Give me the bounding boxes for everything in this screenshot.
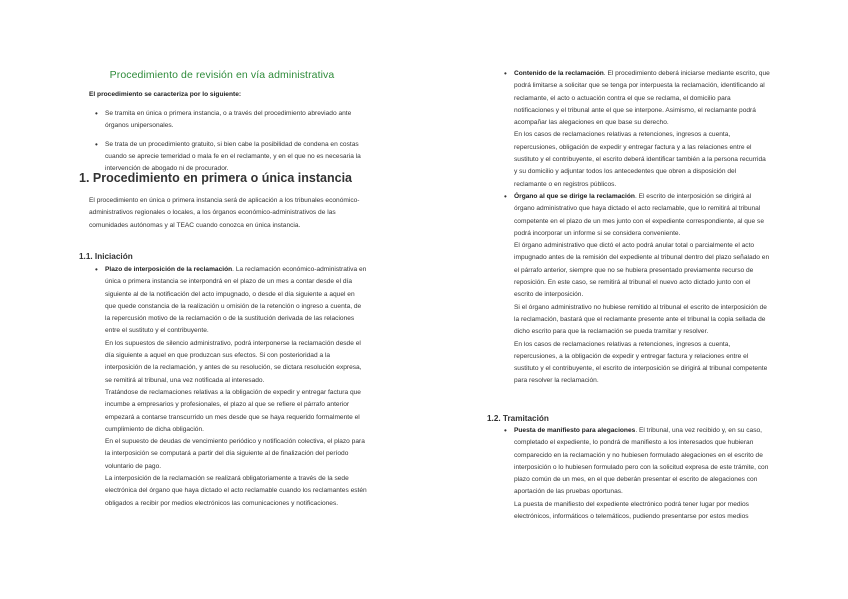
section-1-text: El procedimiento en única o primera instancia será de aplicación a los tribunales económico-administrativos regionales o locales, a los órganos económico-administrativos de las comunidades autónomas y al TEAC cuando conozca en única instancia. xyxy=(89,197,360,229)
subsection-1-2-heading: 1.2. Tramitación xyxy=(487,414,549,423)
organo-para-4: En los casos de reclamaciones relativas a retenciones, ingresos a cuenta, repercusiones, a la obligación de expedir y entregar factura y relaciones entre el sustituto y el contribuyente, el escrito de interposición se dirigirá al tribunal competente para resolver la reclamación. xyxy=(514,340,768,385)
contenido-lead: Contenido de la reclamación xyxy=(514,70,604,77)
iniciacion-list xyxy=(91,264,367,510)
puesta-lead: Puesta de manifiesto para alegaciones xyxy=(514,427,636,434)
document-title: Procedimiento de revisión en vía administrativa xyxy=(109,69,335,81)
organo-item xyxy=(500,191,770,388)
intro-item-2: • Se trata de un procedimiento gratuito, si bien cabe la posibilidad de condena en costas cuando se aprecie temeridad o mala fe en el reclamante, y en el que no es necesaria la intervención de abogado ni de procurador. xyxy=(91,139,365,176)
intro-text: El procedimiento se caracteriza por lo siguiente: xyxy=(89,91,242,98)
organo-para-2: El órgano administrativo que dictó el acto podrá anular total o parcialmente el acto impugnado antes de la remisión del expediente al tribunal dentro del plazo señalado en el párrafo anterior, siempre que no se hubiera presentado previamente recurso de reposición. En este caso, se remitirá al tribunal el nuevo acto dictado junto con el escrito de interposición. xyxy=(514,242,770,299)
puesta-para-2: La puesta de manifiesto del expediente electrónico podrá tener lugar por medios electrónicos, informáticos o telemáticos, pudiendo presentarse por estos medios xyxy=(514,500,749,521)
organo-para-1: . El escrito de interposición se dirigirá al órgano administrativo que haya dictado el acto reclamable, que lo remitirá al tribunal competente en el plazo de un mes junto con el expediente correspondiente, al que se podrá incorporar un informe si se considera conveniente. xyxy=(514,192,764,237)
plazo-item xyxy=(91,264,367,510)
organo-lead: Órgano al que se dirige la reclamación xyxy=(514,192,635,200)
contenido-para-1: . El procedimiento deberá iniciarse mediante escrito, que podrá limitarse a solicitar que se tenga por interpuesta la reclamación, identificando al reclamante, el acto o actuación contra el que se reclama, el domicilio para notificaciones y el tribunal ante el que se interpone. Asimismo, el reclamante podrá acompañar las alegaciones en que base su derecho. xyxy=(514,70,770,127)
plazo-para-1: . La reclamación económico-administrativa en única o primera instancia se interpondrá en el plazo de un mes a contar desde el día siguiente al de la notificación del acto impugnado, o desde el día siguiente a aquel en que quede constancia de la realización u omisión de la retención o ingreso a cuenta, de la repercusión motivo de la reclamación o de la sustitución derivada de las relaciones entre el sustituto y el contribuyente. xyxy=(105,266,367,335)
contenido-para-2: En los casos de reclamaciones relativas a retenciones, ingresos a cuenta, repercusiones, obligación de expedir y entregar factura y a las relaciones entre el sustituto y el contribuyente, el escrito deberá identificar también a la persona recurrida y su domicilio y adjuntar todos los antecedentes que obren a disposición del reclamante o en registros públicos. xyxy=(514,131,766,188)
plazo-lead: Plazo de interposición de la reclamación xyxy=(105,266,233,273)
plazo-para-3: Tratándose de reclamaciones relativas a la obligación de expedir y entregar factura que incumbe a empresarios y profesionales, el plazo al que se refiere el párrafo anterior empezará a contarse transcurrido un mes desde que se haya requerido formalmente el cumplimiento de dicha obligación. xyxy=(105,388,361,433)
tramitacion-list xyxy=(500,425,770,523)
plazo-para-5: La interposición de la reclamación se realizará obligatoriamente a través de la sede electrónica del órgano que haya dictado el acto reclamable cuando los reclamantes estén obligados a recibir por medios electrónicos las comunicaciones y notificaciones. xyxy=(105,475,367,507)
section-1-heading: 1. Procedimiento en primera o única instancia xyxy=(79,171,352,185)
puesta-para-1: . El tribunal, una vez recibido y, en su caso, completado el expediente, lo pondrá de manifiesto a los interesados que hubieran comparecido en la reclamación y no hubiesen formulado alegaciones en el escrito de interposición o lo hubiesen formulado pero con la solicitud expresa de este trámite, con plazo común de un mes, en el que deberán presentar el escrito de alegaciones con aportación de las pruebas oportunas. xyxy=(514,427,769,496)
iniciacion-list-continued xyxy=(500,68,770,388)
intro-item-1: • Se tramita en única o primera instancia, o a través del procedimiento abreviado ante órganos unipersonales. xyxy=(91,108,365,133)
plazo-para-4: En el supuesto de deudas de vencimiento periódico y notificación colectiva, el plazo para la interposición se computará a partir del día siguiente al de finalización del período voluntario de pago. xyxy=(105,438,365,470)
puesta-item xyxy=(500,425,770,523)
contenido-item xyxy=(500,68,770,191)
plazo-para-2: En los supuestos de silencio administrativo, podrá interponerse la reclamación desde el día siguiente a aquel en que produzcan sus efectos. Si con posterioridad a la interposición de la reclamación, y antes de su resolución, se dictara resolución expresa, se remitirá al tribunal, una vez notificada al interesado. xyxy=(105,339,362,384)
organo-para-3: Si el órgano administrativo no hubiese remitido al tribunal el escrito de interposición de la reclamación, bastará que el reclamante presente ante el tribunal la copia sellada de dicho escrito para que la reclamación se pueda tramitar y resolver. xyxy=(514,303,767,336)
subsection-1-1-heading: 1.1. Iniciación xyxy=(79,252,133,261)
